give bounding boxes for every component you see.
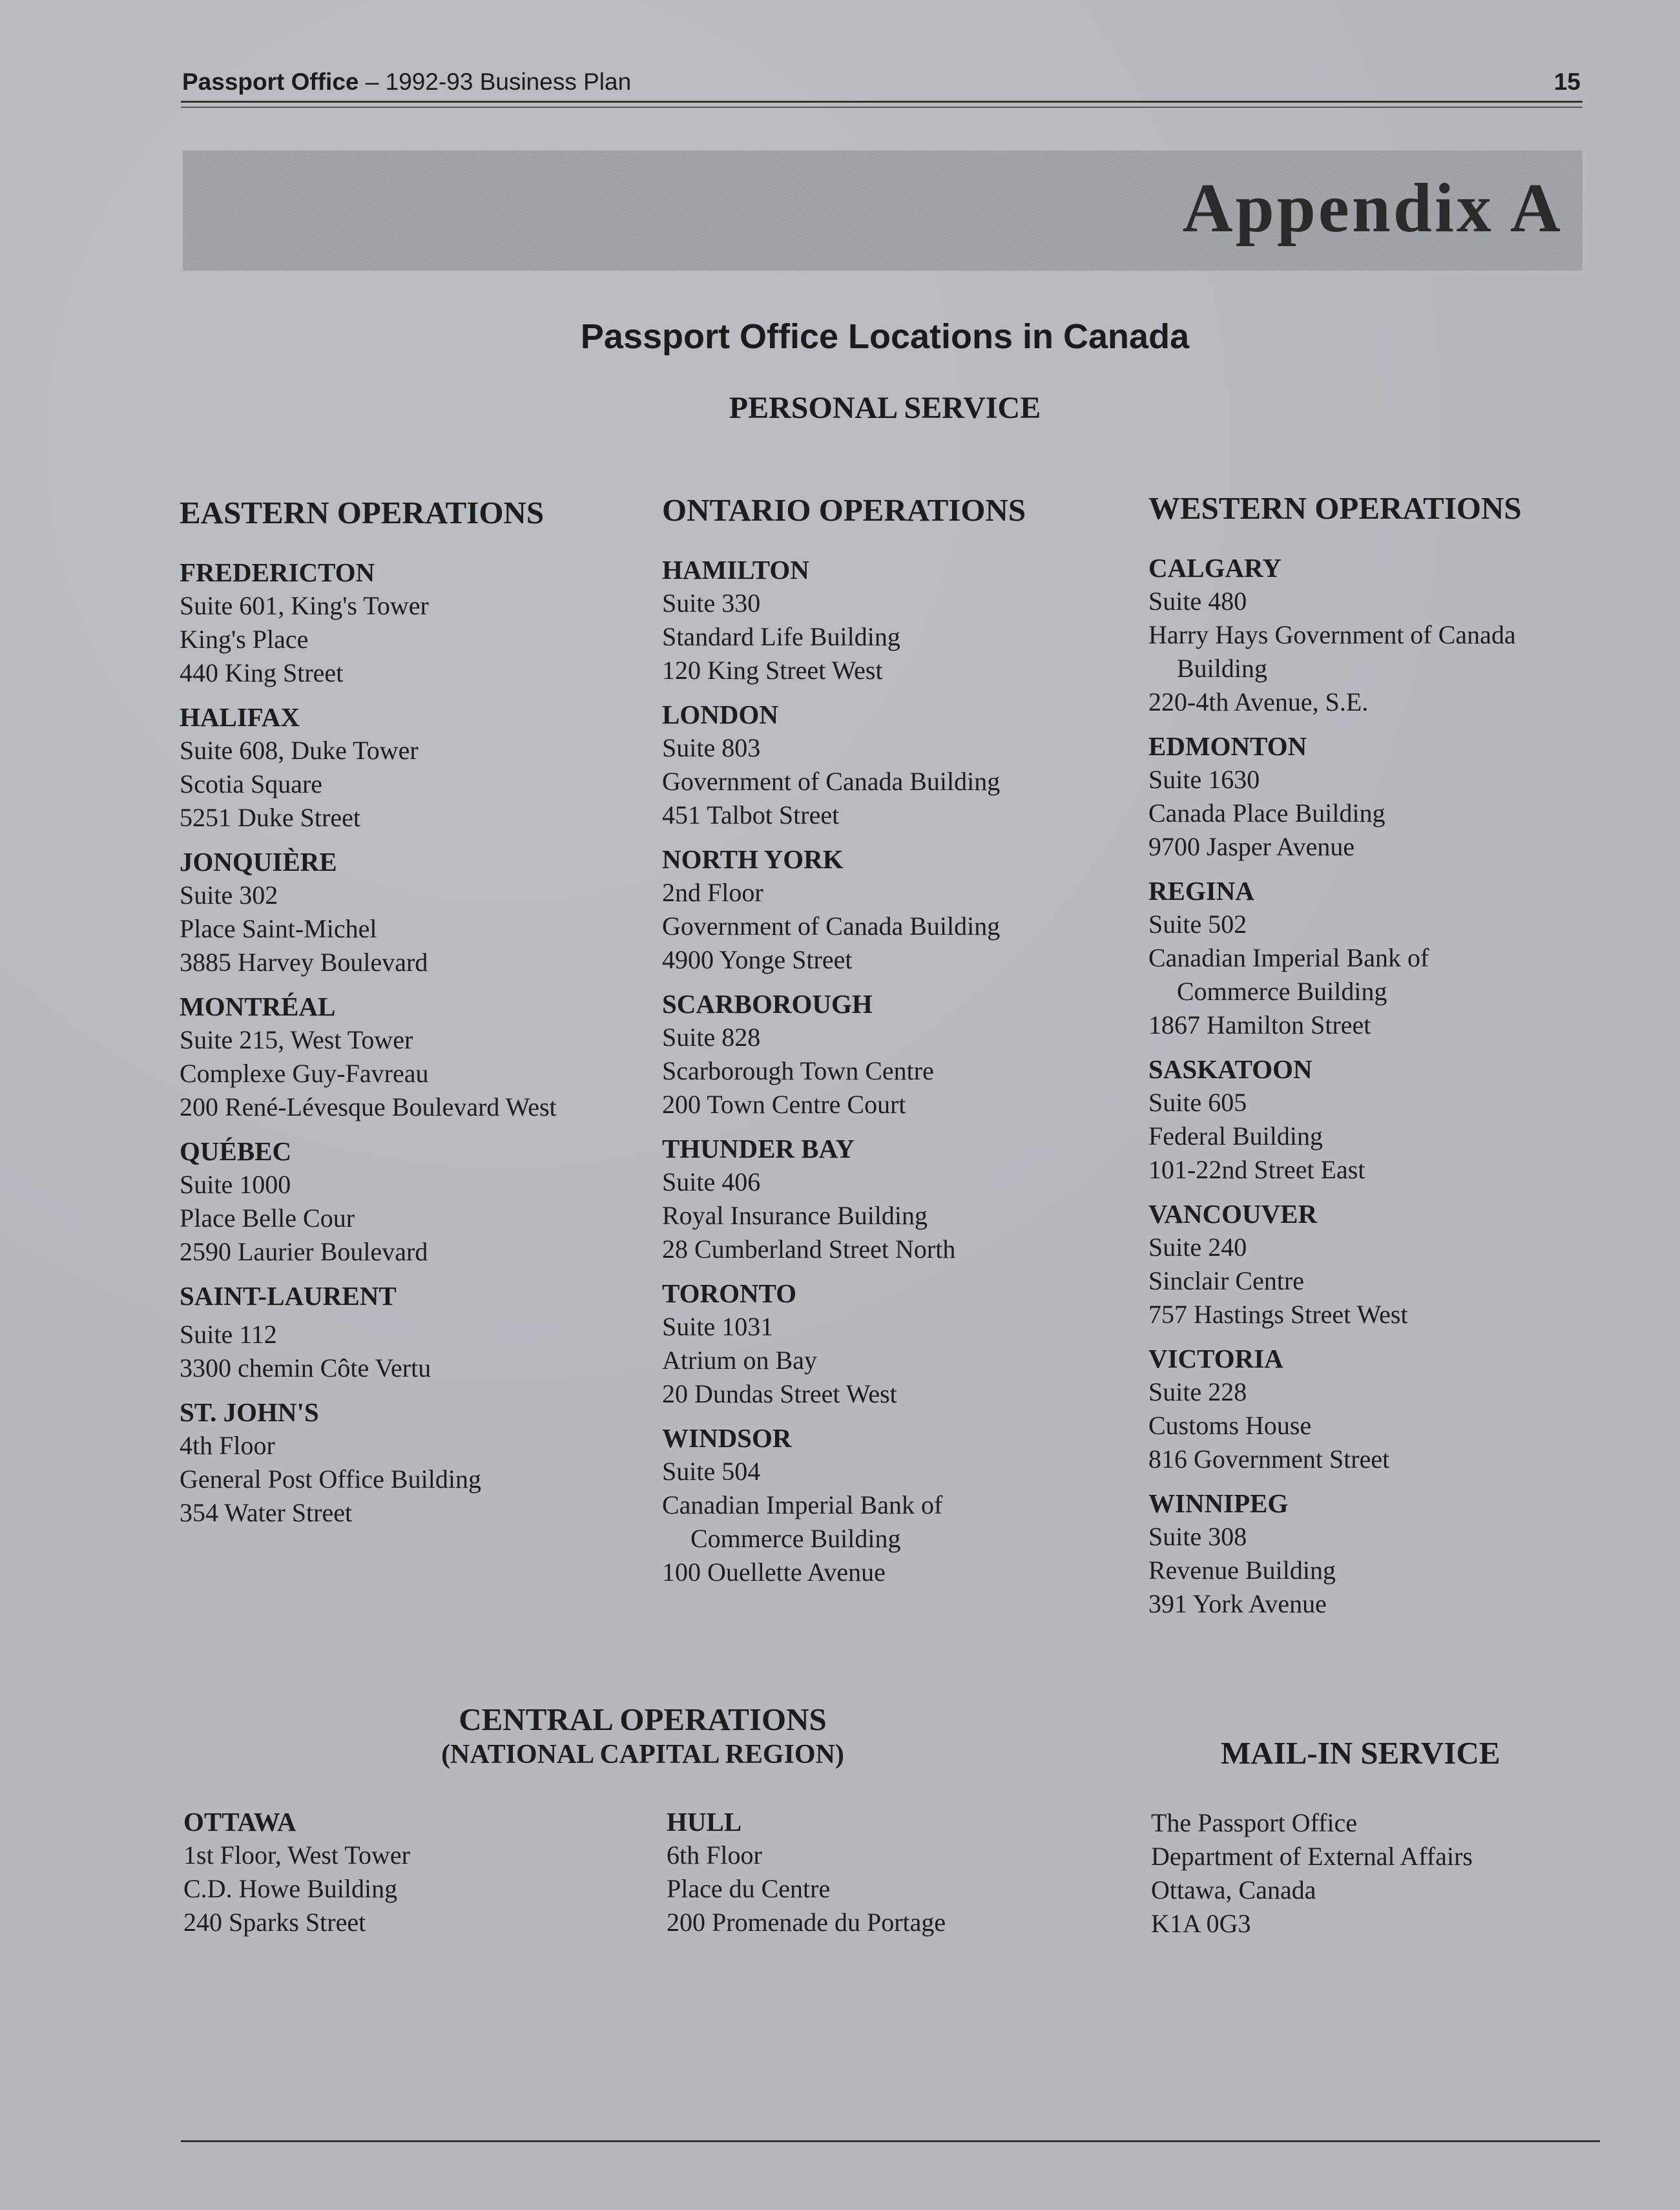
address-line: Suite 112	[180, 1320, 277, 1349]
office-entry	[662, 1132, 1114, 1266]
address-line: 757 Hastings Street West	[1148, 1300, 1408, 1329]
central-heading-title: CENTRAL OPERATIONS	[459, 1702, 827, 1737]
address-line: 3300 chemin Côte Vertu	[180, 1353, 431, 1382]
address-line: Ottawa, Canada	[1151, 1875, 1316, 1904]
address-line: 220-4th Avenue, S.E.	[1148, 687, 1369, 716]
address-line: Suite 406	[662, 1167, 761, 1196]
office-city: VICTORIA	[1148, 1344, 1283, 1373]
office-city: LONDON	[662, 700, 778, 729]
address-line: Place Saint-Michel	[180, 914, 377, 943]
address-line: Harry Hays Government of Canada	[1148, 620, 1516, 649]
address-line: Place Belle Cour	[180, 1204, 355, 1233]
footer-rule	[181, 2140, 1600, 2142]
address-line: Suite 504	[662, 1457, 761, 1486]
office-city: OTTAWA	[183, 1807, 296, 1837]
office-entry	[662, 1277, 1114, 1411]
region-heading: ONTARIO OPERATIONS	[662, 492, 1026, 528]
office-entry	[180, 845, 632, 979]
office-city: ST. JOHN'S	[180, 1397, 319, 1427]
page-number: 15	[1553, 68, 1581, 95]
address-line: Government of Canada Building	[662, 912, 1001, 941]
address-line: Scarborough Town Centre	[662, 1056, 934, 1085]
address-line: Canadian Imperial Bank of	[1148, 943, 1429, 972]
ontario-operations-column	[662, 492, 1114, 1600]
address-line: Complexe Guy-Favreau	[180, 1059, 429, 1088]
address-line: 200 Town Centre Court	[662, 1090, 906, 1119]
office-entry	[1148, 551, 1639, 719]
address-line: Suite 302	[180, 881, 278, 910]
page-title: Passport Office Locations in Canada	[580, 317, 1190, 356]
address-line: K1A 0G3	[1151, 1909, 1251, 1938]
office-city: FREDERICTON	[180, 558, 375, 587]
address-line: Suite 1630	[1148, 765, 1260, 794]
address-line: Suite 608, Duke Tower	[180, 736, 419, 765]
address-line: Suite 605	[1148, 1088, 1247, 1117]
appendix-title: Appendix A	[1182, 170, 1563, 247]
address-line: Place du Centre	[667, 1874, 831, 1903]
address-line: C.D. Howe Building	[183, 1874, 398, 1903]
address-line: 200 René-Lévesque Boulevard West	[180, 1092, 557, 1121]
address-line: 5251 Duke Street	[180, 803, 360, 832]
office-city: REGINA	[1148, 876, 1255, 906]
central-operations-heading	[362, 1701, 924, 1771]
western-operations-column	[1148, 490, 1639, 1631]
office-entry	[1148, 1342, 1639, 1476]
address-line: 20 Dundas Street West	[662, 1379, 897, 1408]
office-city: CALGARY	[1148, 553, 1281, 583]
address-line: 3885 Harvey Boulevard	[180, 948, 428, 977]
office-entry	[662, 842, 1114, 977]
address-line: Suite 308	[1148, 1522, 1247, 1551]
address-line: 4th Floor	[180, 1431, 275, 1460]
office-city: WINDSOR	[662, 1423, 792, 1453]
office-city: TORONTO	[662, 1278, 797, 1308]
header-rule	[181, 101, 1582, 103]
address-line: Suite 480	[1148, 587, 1247, 616]
office-entry	[1148, 1486, 1639, 1621]
office-city: WINNIPEG	[1148, 1488, 1289, 1518]
address-line: Suite 240	[1148, 1233, 1247, 1262]
office-entry	[180, 1395, 632, 1530]
address-line: Canadian Imperial Bank of	[662, 1490, 943, 1519]
office-city: VANCOUVER	[1148, 1199, 1318, 1229]
address-line: Canada Place Building	[1148, 798, 1385, 828]
address-line: 200 Promenade du Portage	[667, 1908, 946, 1937]
address-line: The Passport Office	[1151, 1808, 1358, 1837]
office-city: THUNDER BAY	[662, 1134, 855, 1163]
office-city: HALIFAX	[180, 702, 300, 732]
address-line: Suite 228	[1148, 1377, 1247, 1406]
running-header	[182, 68, 1581, 102]
header-subtitle: – 1992-93 Business Plan	[358, 68, 632, 95]
address-line: Suite 502	[1148, 910, 1247, 939]
office-entry	[180, 556, 632, 690]
address-line: 6th Floor	[667, 1840, 762, 1870]
address-line: Building	[1177, 654, 1268, 683]
office-entry	[662, 1421, 1114, 1589]
address-line: Suite 1031	[662, 1312, 774, 1341]
hull-office	[667, 1805, 1119, 1939]
office-entry	[662, 698, 1114, 832]
address-line: Commerce Building	[1177, 977, 1387, 1006]
office-city: HULL	[667, 1807, 742, 1837]
office-entry	[1148, 1197, 1639, 1331]
address-line: King's Place	[180, 625, 309, 654]
office-entry	[1148, 874, 1639, 1042]
region-heading: EASTERN OPERATIONS	[180, 495, 544, 530]
address-line: 2590 Laurier Boulevard	[180, 1237, 428, 1266]
address-line: 440 King Street	[180, 658, 344, 687]
address-line: Government of Canada Building	[662, 767, 1001, 796]
address-line: Federal Building	[1148, 1121, 1323, 1151]
address-line: 1st Floor, West Tower	[183, 1840, 410, 1870]
ottawa-office	[183, 1805, 636, 1939]
office-entry	[180, 700, 632, 835]
office-city: SASKATOON	[1148, 1054, 1312, 1084]
mail-in-address	[1151, 1806, 1603, 1941]
address-line: Revenue Building	[1148, 1556, 1336, 1585]
office-city: NORTH YORK	[662, 844, 844, 874]
address-line: Suite 215, West Tower	[180, 1025, 413, 1054]
address-line: 451 Talbot Street	[662, 800, 840, 829]
eastern-operations-column	[180, 494, 632, 1540]
address-line: Department of External Affairs	[1151, 1842, 1473, 1871]
address-line: Atrium on Bay	[662, 1346, 817, 1375]
address-line: 28 Cumberland Street North	[662, 1235, 956, 1264]
office-entry	[180, 1279, 632, 1385]
address-line: Standard Life Building	[662, 622, 900, 651]
address-line: 100 Ouellette Avenue	[662, 1558, 886, 1587]
address-line: Customs House	[1148, 1411, 1312, 1440]
address-line: 240 Sparks Street	[183, 1908, 366, 1937]
office-city: QUÉBEC	[180, 1136, 292, 1166]
address-line: Suite 330	[662, 589, 761, 618]
mail-in-service-heading: MAIL-IN SERVICE	[1221, 1735, 1500, 1771]
address-line: 120 King Street West	[662, 656, 883, 685]
office-entry	[1148, 1052, 1639, 1187]
address-line: Suite 601, King's Tower	[180, 591, 429, 620]
office-city: MONTRÉAL	[180, 992, 336, 1021]
address-line: Scotia Square	[180, 769, 323, 798]
central-heading-subtitle: (NATIONAL CAPITAL REGION)	[441, 1740, 844, 1769]
address-line: Royal Insurance Building	[662, 1201, 928, 1230]
address-line: Sinclair Centre	[1148, 1266, 1305, 1295]
office-entry	[180, 990, 632, 1124]
header-rule-thin	[181, 107, 1582, 108]
office-city: EDMONTON	[1148, 731, 1307, 761]
address-line: 354 Water Street	[180, 1498, 353, 1527]
appendix-banner	[183, 151, 1582, 271]
address-line: 1867 Hamilton Street	[1148, 1010, 1371, 1039]
office-city: JONQUIÈRE	[180, 847, 337, 877]
service-title: PERSONAL SERVICE	[729, 391, 1041, 425]
office-entry	[662, 987, 1114, 1121]
office-entry	[662, 553, 1114, 687]
address-line: Suite 1000	[180, 1170, 291, 1199]
office-entry	[1148, 729, 1639, 864]
address-line: 816 Government Street	[1148, 1444, 1390, 1474]
office-entry	[180, 1134, 632, 1269]
address-line: 2nd Floor	[662, 878, 763, 907]
address-line: Commerce Building	[690, 1524, 901, 1553]
address-line: General Post Office Building	[180, 1465, 481, 1494]
region-heading: WESTERN OPERATIONS	[1148, 490, 1522, 526]
office-city: SCARBOROUGH	[662, 989, 873, 1019]
office-city: HAMILTON	[662, 555, 809, 585]
address-line: 101-22nd Street East	[1148, 1155, 1365, 1184]
address-line: 391 York Avenue	[1148, 1589, 1327, 1618]
header-brand: Passport Office	[182, 68, 359, 95]
address-line: Suite 828	[662, 1023, 761, 1052]
address-line: Suite 803	[662, 733, 761, 762]
office-city: SAINT-LAURENT	[180, 1281, 397, 1311]
address-line: 4900 Yonge Street	[662, 945, 853, 974]
address-line: 9700 Jasper Avenue	[1148, 832, 1355, 861]
